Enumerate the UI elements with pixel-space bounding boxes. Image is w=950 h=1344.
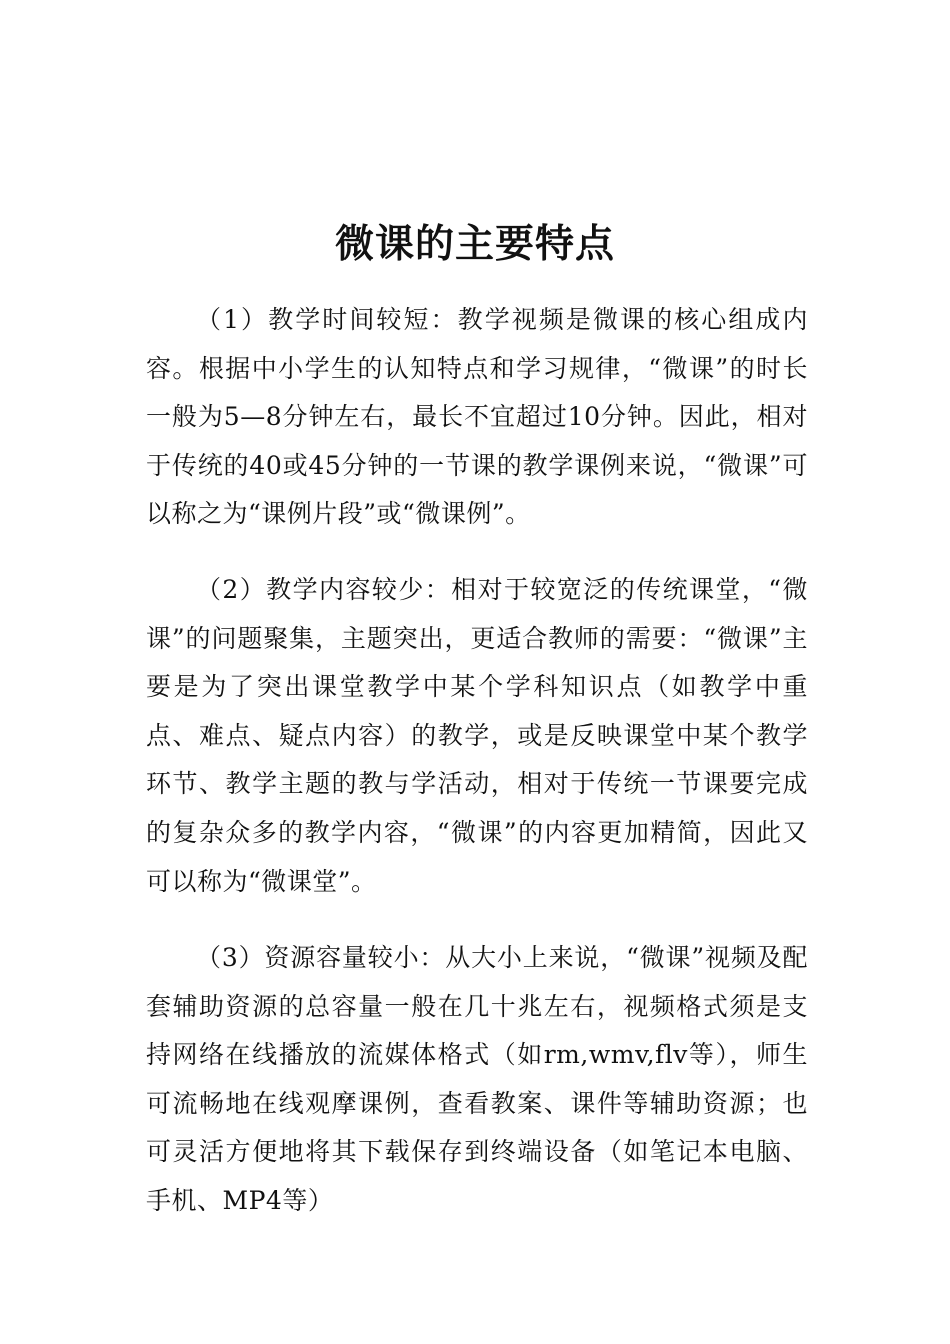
paragraph-resource-size: （3）资源容量较小：从大小上来说，“微课”视频及配套辅助资源的总容量一般在几十兆左右，视频格式须是支持网络在线播放的流媒体格式（如rm,wmv,flv等），师生可流畅地在线观摩课例，查看教案、课件等辅助资源；也可灵活方便地将其下载保存到终端设备（如笔记本电脑、手机、MP4等） — [146, 943, 808, 1215]
paragraph-teaching-content: （2）教学内容较少：相对于较宽泛的传统课堂，“微课”的问题聚集，主题突出，更适合教师的需要：“微课”主要是为了突出课堂教学中某个学科知识点（如教学中重点、难点、疑点内容）的教学，或是反映课堂中某个教学环节、教学主题的教与学活动，相对于传统一节课要完成的复杂众多的教学内容，“微课”的内容更加精简，因此又可以称为“微课堂”。 — [146, 575, 808, 896]
paragraph-teaching-time: （1）教学时间较短：教学视频是微课的核心组成内容。根据中小学生的认知特点和学习规律，“微课”的时长一般为5—8分钟左右，最长不宜超过10分钟。因此，相对于传统的40或45分钟的一节课的教学课例来说，“微课”可以称之为“课例片段”或“微课例”。 — [146, 305, 808, 529]
document-title: 微课的主要特点 — [334, 222, 615, 267]
